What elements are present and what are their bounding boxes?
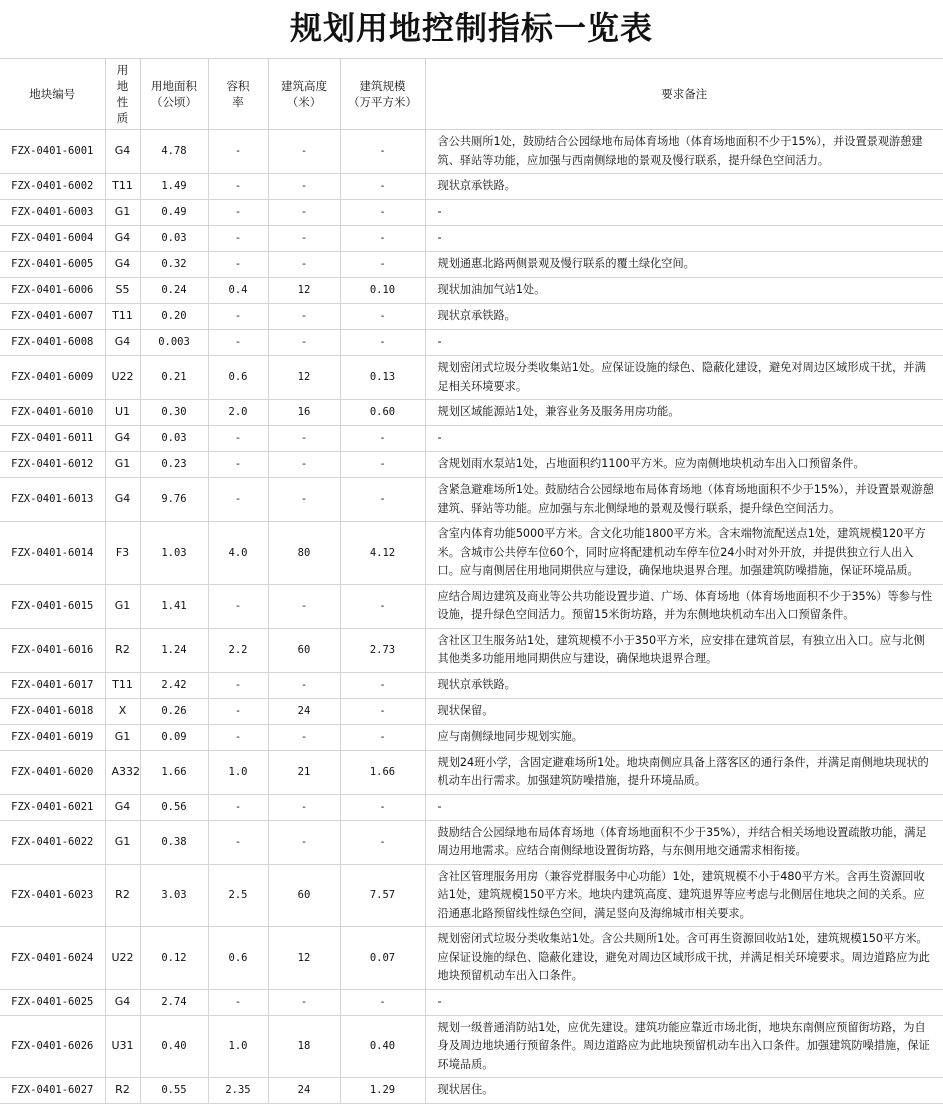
plot-id-cell: FZX-0401-6027 bbox=[0, 1078, 105, 1104]
far-cell: - bbox=[208, 989, 268, 1015]
table-row bbox=[0, 356, 943, 400]
land-area-cell: 0.32 bbox=[140, 252, 208, 278]
header-remarks: 要求备注 bbox=[425, 59, 943, 130]
land-area-cell: 4.78 bbox=[140, 130, 208, 174]
plot-id-cell: FZX-0401-6017 bbox=[0, 672, 105, 698]
land-area-cell: 0.38 bbox=[140, 820, 208, 864]
far-cell: - bbox=[208, 174, 268, 200]
land-use-type-cell: G1 bbox=[105, 820, 140, 864]
table-row bbox=[0, 522, 943, 585]
table-row bbox=[0, 252, 943, 278]
land-use-type-cell: T11 bbox=[105, 672, 140, 698]
building-scale-cell: 2.73 bbox=[340, 628, 425, 672]
far-cell: 4.0 bbox=[208, 522, 268, 585]
land-area-cell: 0.49 bbox=[140, 200, 208, 226]
remarks-cell: 规划区域能源站1处，兼容业务及服务用房功能。 bbox=[425, 400, 943, 426]
table-row bbox=[0, 174, 943, 200]
building-height-cell: - bbox=[268, 226, 340, 252]
plot-id-cell: FZX-0401-6005 bbox=[0, 252, 105, 278]
land-use-type-cell: G1 bbox=[105, 724, 140, 750]
far-cell: - bbox=[208, 820, 268, 864]
plot-id-cell: FZX-0401-6020 bbox=[0, 750, 105, 794]
building-scale-cell: - bbox=[340, 989, 425, 1015]
remarks-cell: - bbox=[425, 200, 943, 226]
land-area-cell: 0.20 bbox=[140, 304, 208, 330]
land-area-cell: 0.26 bbox=[140, 698, 208, 724]
remarks-cell: - bbox=[425, 226, 943, 252]
building-scale-cell: 1.66 bbox=[340, 750, 425, 794]
building-height-cell: 24 bbox=[268, 1078, 340, 1104]
land-use-type-cell: T11 bbox=[105, 174, 140, 200]
plot-id-cell: FZX-0401-6014 bbox=[0, 522, 105, 585]
building-height-cell: 24 bbox=[268, 698, 340, 724]
remarks-cell: 应结合周边建筑及商业等公共功能设置步道、广场、体育场地（体育场地面积不少于35%）等参与性设施，提升绿色空间活力。预留15米街坊路，并为东侧地块机动车出入口预留条件。 bbox=[425, 584, 943, 628]
building-scale-cell: 0.40 bbox=[340, 1015, 425, 1078]
building-height-cell: 80 bbox=[268, 522, 340, 585]
building-height-cell: 12 bbox=[268, 278, 340, 304]
remarks-cell: 现状居住。 bbox=[425, 1078, 943, 1104]
building-height-cell: - bbox=[268, 584, 340, 628]
table-row bbox=[0, 724, 943, 750]
building-scale-cell: 1.29 bbox=[340, 1078, 425, 1104]
building-height-cell: - bbox=[268, 672, 340, 698]
land-use-type-cell: G1 bbox=[105, 584, 140, 628]
building-height-cell: - bbox=[268, 989, 340, 1015]
building-height-cell: - bbox=[268, 330, 340, 356]
plot-id-cell: FZX-0401-6009 bbox=[0, 356, 105, 400]
far-cell: - bbox=[208, 672, 268, 698]
header-land-use-type: 用地 性质 bbox=[105, 59, 140, 130]
plot-id-cell: FZX-0401-6021 bbox=[0, 794, 105, 820]
table-row bbox=[0, 452, 943, 478]
plot-id-cell: FZX-0401-6023 bbox=[0, 864, 105, 927]
table-row bbox=[0, 864, 943, 927]
building-height-cell: - bbox=[268, 724, 340, 750]
remarks-cell: 规划一级普通消防站1处，应优先建设。建筑功能应靠近市场北街，地块东南侧应预留街坊路，为自身及周边地块通行预留条件。周边道路应为此地块预留机动车出入口条件。加强建筑防噪措施，保证环境品质。 bbox=[425, 1015, 943, 1078]
remarks-cell: 应与南侧绿地同步规划实施。 bbox=[425, 724, 943, 750]
building-height-cell: - bbox=[268, 174, 340, 200]
land-use-type-cell: G4 bbox=[105, 252, 140, 278]
table-row bbox=[0, 226, 943, 252]
table-header-row bbox=[0, 59, 943, 130]
land-area-cell: 0.03 bbox=[140, 226, 208, 252]
remarks-cell: - bbox=[425, 426, 943, 452]
remarks-cell: 鼓励结合公园绿地布局体育场地（体育场地面积不少于35%），并结合相关场地设置疏散功能，满足周边用地需求。应结合南侧绿地设置街坊路，与东侧用地交通需求相衔接。 bbox=[425, 820, 943, 864]
building-scale-cell: - bbox=[340, 794, 425, 820]
header-building-scale: 建筑规模 （万平方米） bbox=[340, 59, 425, 130]
far-cell: - bbox=[208, 584, 268, 628]
land-use-control-table bbox=[0, 58, 943, 1104]
land-area-cell: 2.74 bbox=[140, 989, 208, 1015]
far-cell: - bbox=[208, 698, 268, 724]
table-row bbox=[0, 400, 943, 426]
building-height-cell: 60 bbox=[268, 628, 340, 672]
land-use-type-cell: G4 bbox=[105, 794, 140, 820]
building-height-cell: - bbox=[268, 820, 340, 864]
land-use-type-cell: S5 bbox=[105, 278, 140, 304]
land-area-cell: 0.23 bbox=[140, 452, 208, 478]
table-row bbox=[0, 672, 943, 698]
far-cell: 2.2 bbox=[208, 628, 268, 672]
land-use-type-cell: G4 bbox=[105, 478, 140, 522]
table-row bbox=[0, 794, 943, 820]
land-area-cell: 9.76 bbox=[140, 478, 208, 522]
remarks-cell: - bbox=[425, 794, 943, 820]
land-area-cell: 1.66 bbox=[140, 750, 208, 794]
header-far: 容积 率 bbox=[208, 59, 268, 130]
land-use-type-cell: R2 bbox=[105, 1078, 140, 1104]
table-row bbox=[0, 130, 943, 174]
building-scale-cell: - bbox=[340, 130, 425, 174]
page-title: 规划用地控制指标一览表 bbox=[289, 9, 653, 47]
land-area-cell: 0.003 bbox=[140, 330, 208, 356]
far-cell: 2.5 bbox=[208, 864, 268, 927]
plot-id-cell: FZX-0401-6016 bbox=[0, 628, 105, 672]
land-use-type-cell: X bbox=[105, 698, 140, 724]
building-scale-cell: 7.57 bbox=[340, 864, 425, 927]
building-height-cell: 18 bbox=[268, 1015, 340, 1078]
land-use-type-cell: U22 bbox=[105, 356, 140, 400]
building-height-cell: - bbox=[268, 426, 340, 452]
plot-id-cell: FZX-0401-6012 bbox=[0, 452, 105, 478]
remarks-cell: 现状京承铁路。 bbox=[425, 672, 943, 698]
building-scale-cell: 0.10 bbox=[340, 278, 425, 304]
far-cell: 0.6 bbox=[208, 356, 268, 400]
far-cell: - bbox=[208, 478, 268, 522]
remarks-cell: - bbox=[425, 330, 943, 356]
building-scale-cell: - bbox=[340, 724, 425, 750]
remarks-cell: 含公共厕所1处，鼓励结合公园绿地布局体育场地（体育场地面积不少于15%），并设置景观游憩建筑、驿站等功能，应加强与西南侧绿地的景观及慢行联系，提升绿色空间活力。 bbox=[425, 130, 943, 174]
land-area-cell: 0.40 bbox=[140, 1015, 208, 1078]
far-cell: 1.0 bbox=[208, 1015, 268, 1078]
far-cell: - bbox=[208, 304, 268, 330]
land-use-type-cell: U22 bbox=[105, 927, 140, 990]
header-plot-id: 地块编号 bbox=[0, 59, 105, 130]
land-use-type-cell: A332 bbox=[105, 750, 140, 794]
building-height-cell: - bbox=[268, 452, 340, 478]
plot-id-cell: FZX-0401-6015 bbox=[0, 584, 105, 628]
building-height-cell: 12 bbox=[268, 927, 340, 990]
table-row bbox=[0, 200, 943, 226]
land-area-cell: 0.12 bbox=[140, 927, 208, 990]
far-cell: 0.6 bbox=[208, 927, 268, 990]
far-cell: - bbox=[208, 200, 268, 226]
table-row bbox=[0, 628, 943, 672]
land-area-cell: 1.03 bbox=[140, 522, 208, 585]
plot-id-cell: FZX-0401-6003 bbox=[0, 200, 105, 226]
table-row bbox=[0, 304, 943, 330]
table-row bbox=[0, 426, 943, 452]
table-row bbox=[0, 989, 943, 1015]
remarks-cell: 现状加油加气站1处。 bbox=[425, 278, 943, 304]
building-height-cell: - bbox=[268, 200, 340, 226]
building-height-cell: 12 bbox=[268, 356, 340, 400]
building-scale-cell: 0.07 bbox=[340, 927, 425, 990]
far-cell: - bbox=[208, 724, 268, 750]
remarks-cell: 含规划雨水泵站1处，占地面积约1100平方米。应为南侧地块机动车出入口预留条件。 bbox=[425, 452, 943, 478]
remarks-cell: 规划密闭式垃圾分类收集站1处。含公共厕所1处。含可再生资源回收站1处，建筑规模150平方米。应保证设施的绿色、隐蔽化建设，避免对周边区域形成干扰，并满足相关环境要求。周边道路应为此地块预留机动车出入口条件。 bbox=[425, 927, 943, 990]
plot-id-cell: FZX-0401-6004 bbox=[0, 226, 105, 252]
land-use-type-cell: R2 bbox=[105, 864, 140, 927]
building-scale-cell: - bbox=[340, 698, 425, 724]
remarks-cell: 现状京承铁路。 bbox=[425, 304, 943, 330]
building-scale-cell: - bbox=[340, 820, 425, 864]
far-cell: 2.0 bbox=[208, 400, 268, 426]
land-use-type-cell: G4 bbox=[105, 989, 140, 1015]
table-row bbox=[0, 330, 943, 356]
building-height-cell: - bbox=[268, 794, 340, 820]
building-scale-cell: 0.60 bbox=[340, 400, 425, 426]
plot-id-cell: FZX-0401-6013 bbox=[0, 478, 105, 522]
plot-id-cell: FZX-0401-6025 bbox=[0, 989, 105, 1015]
plot-id-cell: FZX-0401-6002 bbox=[0, 174, 105, 200]
building-scale-cell: - bbox=[340, 330, 425, 356]
far-cell: - bbox=[208, 426, 268, 452]
land-use-type-cell: G4 bbox=[105, 130, 140, 174]
building-scale-cell: - bbox=[340, 174, 425, 200]
plot-id-cell: FZX-0401-6001 bbox=[0, 130, 105, 174]
land-area-cell: 1.49 bbox=[140, 174, 208, 200]
land-use-type-cell: R2 bbox=[105, 628, 140, 672]
table-row bbox=[0, 1015, 943, 1078]
table-row bbox=[0, 278, 943, 304]
plot-id-cell: FZX-0401-6026 bbox=[0, 1015, 105, 1078]
land-use-type-cell: U31 bbox=[105, 1015, 140, 1078]
table-row bbox=[0, 698, 943, 724]
remarks-cell: 含社区管理服务用房（兼容党群服务中心功能）1处，建筑规模不小于480平方米。含再生资源回收站1处，建筑规模150平方米。地块内建筑高度、建筑退界等应考虑与北侧居住地块之间的关系。应沿通惠北路预留线性绿色空间，满足竖向及海绵城市相关要求。 bbox=[425, 864, 943, 927]
building-scale-cell: - bbox=[340, 452, 425, 478]
plot-id-cell: FZX-0401-6024 bbox=[0, 927, 105, 990]
building-height-cell: - bbox=[268, 304, 340, 330]
land-use-type-cell: T11 bbox=[105, 304, 140, 330]
building-scale-cell: - bbox=[340, 584, 425, 628]
plot-id-cell: FZX-0401-6006 bbox=[0, 278, 105, 304]
land-area-cell: 1.41 bbox=[140, 584, 208, 628]
far-cell: - bbox=[208, 330, 268, 356]
remarks-cell: 含室内体育功能5000平方米。含文化功能1800平方米。含末端物流配送点1处，建筑规模120平方米。含城市公共停车位60个，同时应将配建机动车停车位24小时对外开放，并提供独立行人出入口。应与南侧居住用地同期供应与建设，确保地块退界合理。加强建筑防噪措施，保证环境品质。 bbox=[425, 522, 943, 585]
land-use-type-cell: G4 bbox=[105, 330, 140, 356]
building-height-cell: 16 bbox=[268, 400, 340, 426]
land-use-type-cell: G4 bbox=[105, 426, 140, 452]
building-height-cell: 60 bbox=[268, 864, 340, 927]
header-building-height: 建筑高度 （米） bbox=[268, 59, 340, 130]
land-use-type-cell: G1 bbox=[105, 200, 140, 226]
remarks-cell: - bbox=[425, 989, 943, 1015]
far-cell: 2.35 bbox=[208, 1078, 268, 1104]
building-height-cell: - bbox=[268, 478, 340, 522]
remarks-cell: 含社区卫生服务站1处，建筑规模不小于350平方米，应安排在建筑首层，有独立出入口。应与北侧其他类多功能用地同期供应与建设，确保地块退界合理。 bbox=[425, 628, 943, 672]
table-row bbox=[0, 927, 943, 990]
far-cell: - bbox=[208, 226, 268, 252]
land-use-type-cell: F3 bbox=[105, 522, 140, 585]
building-scale-cell: - bbox=[340, 226, 425, 252]
plot-id-cell: FZX-0401-6008 bbox=[0, 330, 105, 356]
land-area-cell: 0.56 bbox=[140, 794, 208, 820]
remarks-cell: 现状京承铁路。 bbox=[425, 174, 943, 200]
building-scale-cell: - bbox=[340, 478, 425, 522]
table-row bbox=[0, 750, 943, 794]
land-area-cell: 0.30 bbox=[140, 400, 208, 426]
remarks-cell: 规划密闭式垃圾分类收集站1处。应保证设施的绿色、隐蔽化建设，避免对周边区域形成干扰，并满足相关环境要求。 bbox=[425, 356, 943, 400]
building-scale-cell: - bbox=[340, 304, 425, 330]
remarks-cell: 现状保留。 bbox=[425, 698, 943, 724]
land-area-cell: 0.03 bbox=[140, 426, 208, 452]
building-height-cell: 21 bbox=[268, 750, 340, 794]
building-scale-cell: 0.13 bbox=[340, 356, 425, 400]
plot-id-cell: FZX-0401-6018 bbox=[0, 698, 105, 724]
far-cell: 1.0 bbox=[208, 750, 268, 794]
far-cell: - bbox=[208, 794, 268, 820]
building-scale-cell: 4.12 bbox=[340, 522, 425, 585]
plot-id-cell: FZX-0401-6011 bbox=[0, 426, 105, 452]
far-cell: - bbox=[208, 252, 268, 278]
building-scale-cell: - bbox=[340, 426, 425, 452]
building-scale-cell: - bbox=[340, 672, 425, 698]
building-height-cell: - bbox=[268, 130, 340, 174]
remarks-cell: 含紧急避难场所1处。鼓励结合公园绿地布局体育场地（体育场地面积不少于15%），并设置景观游憩建筑、驿站等功能。应加强与东北侧绿地的景观及慢行联系，提升绿色空间活力。 bbox=[425, 478, 943, 522]
far-cell: 0.4 bbox=[208, 278, 268, 304]
plot-id-cell: FZX-0401-6007 bbox=[0, 304, 105, 330]
land-area-cell: 2.42 bbox=[140, 672, 208, 698]
far-cell: - bbox=[208, 452, 268, 478]
remarks-cell: 规划24班小学，含固定避难场所1处。地块南侧应具备上落客区的通行条件，并满足南侧地块现状的机动车出行需求。加强建筑防噪措施，提升环境品质。 bbox=[425, 750, 943, 794]
land-area-cell: 1.24 bbox=[140, 628, 208, 672]
land-area-cell: 0.24 bbox=[140, 278, 208, 304]
plot-id-cell: FZX-0401-6019 bbox=[0, 724, 105, 750]
table-row bbox=[0, 584, 943, 628]
plot-id-cell: FZX-0401-6022 bbox=[0, 820, 105, 864]
building-scale-cell: - bbox=[340, 200, 425, 226]
table-row bbox=[0, 478, 943, 522]
far-cell: - bbox=[208, 130, 268, 174]
land-area-cell: 0.21 bbox=[140, 356, 208, 400]
land-area-cell: 3.03 bbox=[140, 864, 208, 927]
remarks-cell: 规划通惠北路两侧景观及慢行联系的覆土绿化空间。 bbox=[425, 252, 943, 278]
table-row bbox=[0, 820, 943, 864]
building-height-cell: - bbox=[268, 252, 340, 278]
building-scale-cell: - bbox=[340, 252, 425, 278]
land-area-cell: 0.55 bbox=[140, 1078, 208, 1104]
land-area-cell: 0.09 bbox=[140, 724, 208, 750]
table-row bbox=[0, 1078, 943, 1104]
header-land-area: 用地面积 （公顷） bbox=[140, 59, 208, 130]
land-use-type-cell: G4 bbox=[105, 226, 140, 252]
plot-id-cell: FZX-0401-6010 bbox=[0, 400, 105, 426]
land-use-type-cell: U1 bbox=[105, 400, 140, 426]
land-use-type-cell: G1 bbox=[105, 452, 140, 478]
